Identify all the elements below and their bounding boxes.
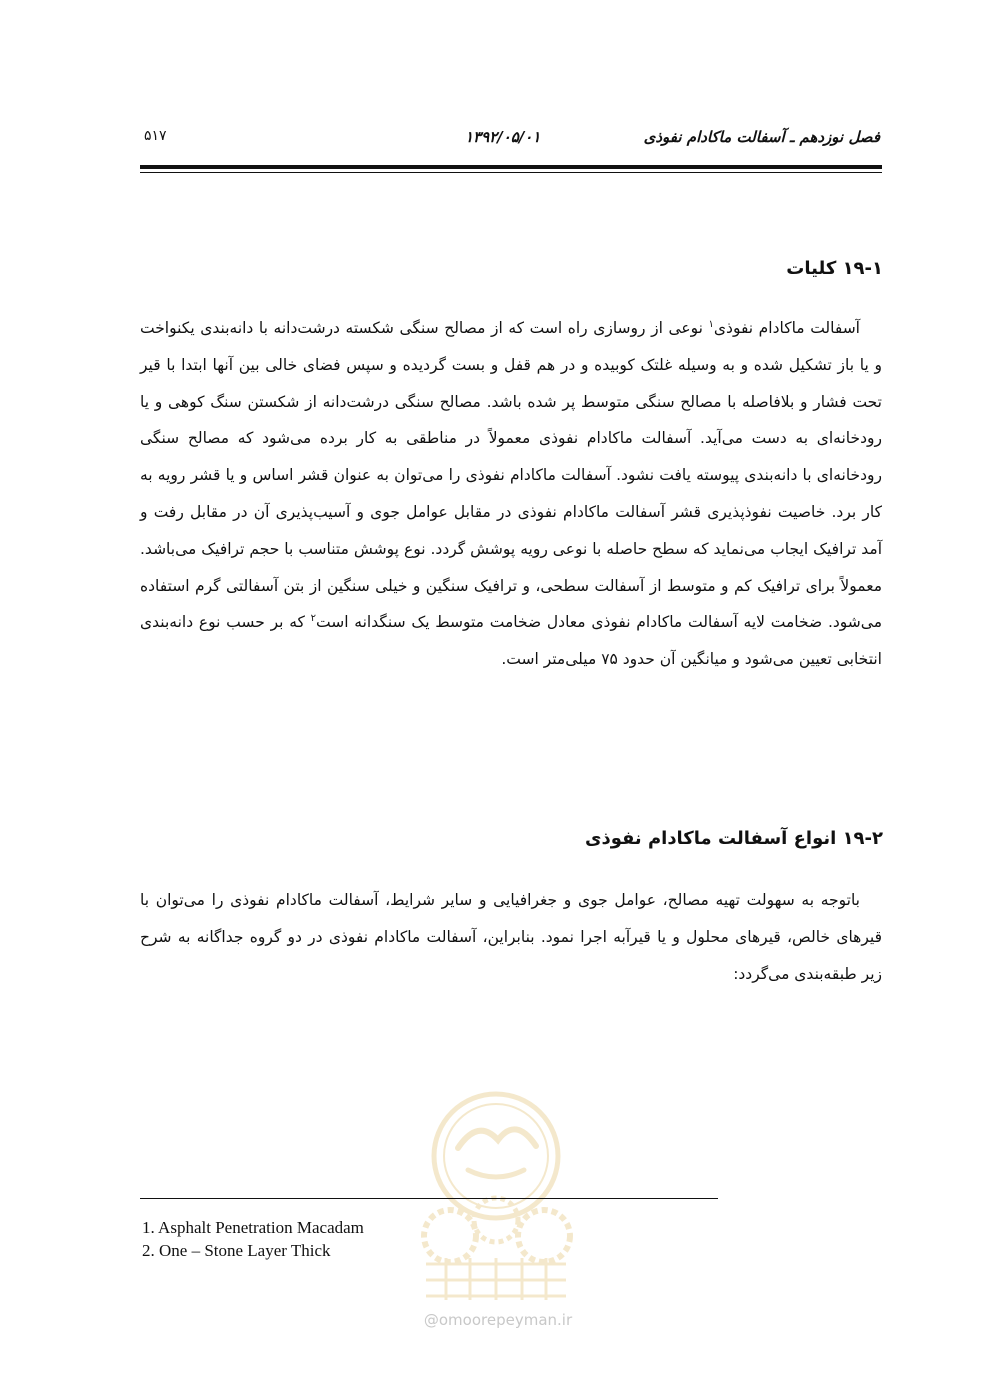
watermark-logo-icon [398, 1086, 594, 1302]
watermark-url: @omoorepeyman.ir [423, 1311, 573, 1329]
running-header-date: ۱۳۹۲/۰۵/۰۱ [465, 128, 541, 146]
page-number: ۵۱۷ [144, 128, 167, 144]
section-heading-general: ۱۹-۱ کلیات [786, 258, 883, 279]
page-header [140, 128, 880, 152]
header-rule-thick [140, 165, 882, 169]
paragraph-text-part3: که بر حسب نوع دانه‌بندی انتخابی تعیین می‌شود و میانگین آن حدود ۷۵ میلی‌متر است. [140, 613, 882, 669]
footnote-separator [140, 1198, 718, 1199]
section-heading-types: ۱۹-۲ انواع آسفالت ماکادام نفوذی [584, 828, 883, 849]
header-rule-thin [140, 172, 882, 173]
paragraph-text-part1: آسفالت ماکادام نفوذی [713, 319, 860, 337]
footnote-reference-2[interactable]: ۲ [310, 613, 317, 625]
footnotes [142, 1216, 364, 1262]
footnote-1: 1. Asphalt Penetration Macadam [142, 1218, 364, 1237]
running-header-chapter-title: فصل نوزدهم ـ آسفالت ماکادام نفوذی [643, 128, 880, 146]
footnote-reference-1[interactable]: ۱ [708, 318, 714, 330]
section-paragraph-types [140, 882, 882, 992]
footnote-2: 2. One – Stone Layer Thick [142, 1241, 331, 1260]
paragraph-text: باتوجه به سهولت تهیه مصالح، عوامل جوی و جغرافیایی و سایر شرایط، آسفالت ماکادام نفوذی را می‌توان با قیرهای خالص، قیرهای محلول و یا قیرآبه اجرا نمود. بنابراین، آسفالت ماکادام نفوذی در دو گروه جداگانه به شرح زیر طبقه‌بندی می‌گردد: [140, 891, 882, 983]
section-paragraph-general [140, 310, 882, 678]
paragraph-text-part2: نوعی از روسازی راه است که از مصالح سنگی شکسته درشت‌دانه با دانه‌بندی یکنواخت و یا باز تشکیل شده و به وسیله غلتک کوبیده و در هم قفل و بست گردیده و سپس فضای خالی بین آنها ابتدا با قیر تحت فشار و بلافاصله با مصالح سنگی متوسط پر شده باشد. مصالح سنگی درشت‌دانه از شکستن سنگ کوهی و یا رودخانه‌ای به دست می‌آید. آسفالت ماکادام نفوذی معمولاً در مناطقی به کار برده می‌شود که مصالح سنگی رودخانه‌ای با دانه‌بندی پیوسته یافت نشود. آسفالت ماکادام نفوذی را می‌توان به عنوان قشر اساس و یا قشر رویه به کار برد. خاصیت نفوذپذیری قشر آسفالت ماکادام نفوذی در مقابل عوامل جوی و آسیب‌پذیری آن در مقابل رفت و آمد ترافیک ایجاب می‌نماید که سطح حاصله با نوعی رویه پوشش گردد. نوع پوشش متناسب با حجم ترافیک می‌باشد. معمولاً برای ترافیک کم و متوسط از آسفالت سطحی، و ترافیک سنگین و خیلی سنگین از بتن آسفالتی گرم استفاده می‌شود. ضخامت لایه آسفالت ماکادام نفوذی معادل ضخامت متوسط یک سنگدانه است [140, 319, 882, 632]
